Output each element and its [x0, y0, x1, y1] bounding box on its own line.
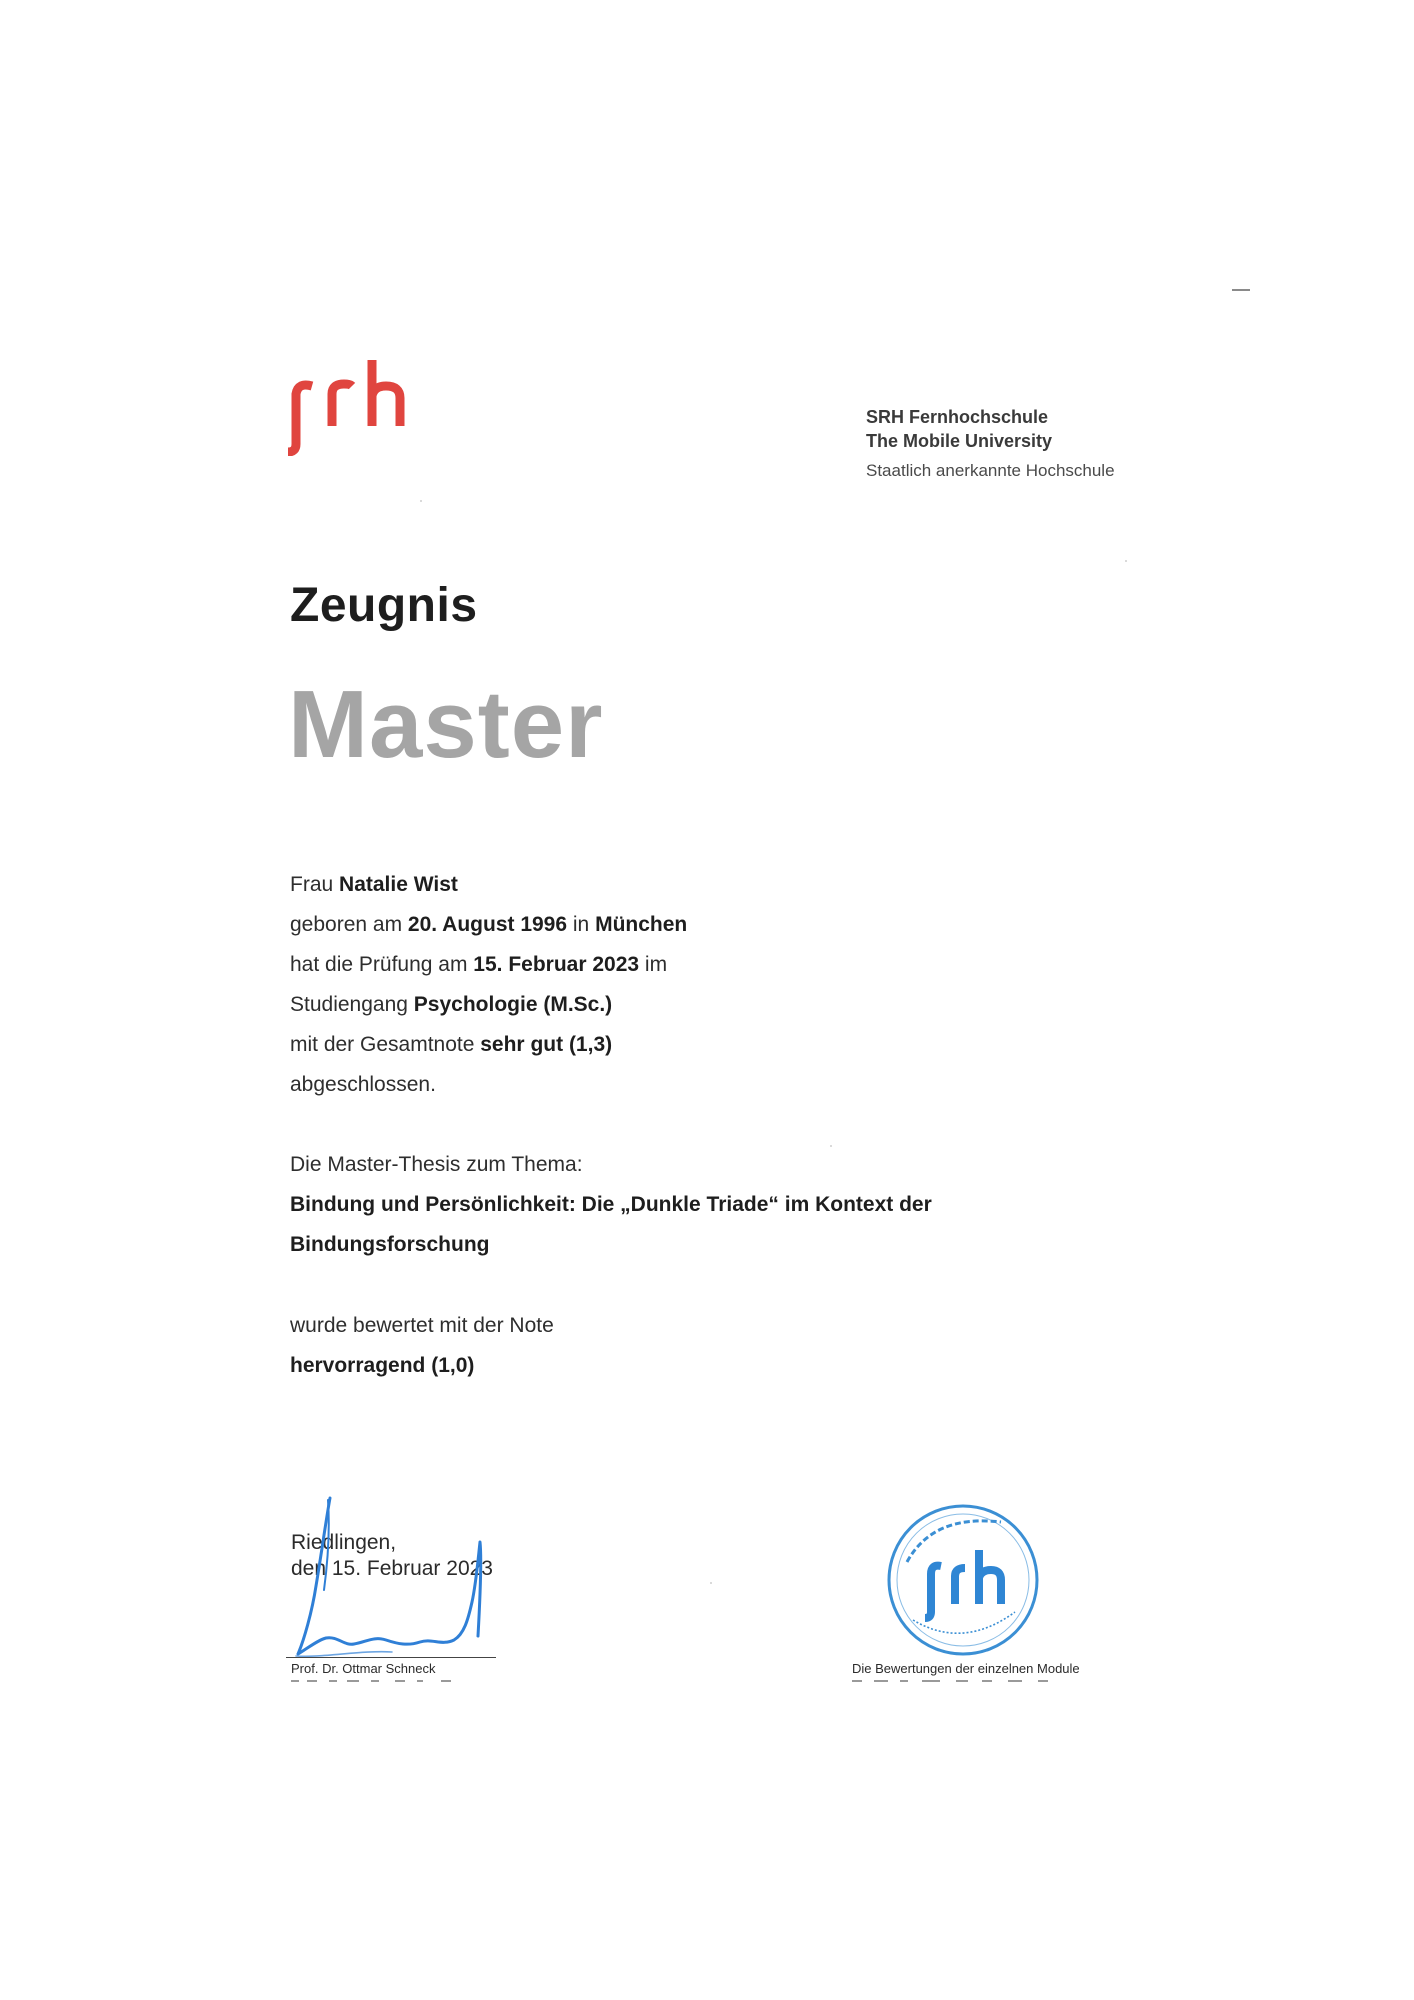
cut-off-text — [291, 1680, 491, 1683]
grade-word: sehr gut — [480, 1033, 564, 1056]
program-name: Psychologie (M.Sc.) — [413, 993, 613, 1016]
signature — [282, 1490, 532, 1670]
thesis-title-line2 — [290, 1225, 932, 1265]
scan-corner-mark — [1232, 289, 1250, 291]
salutation: Frau — [290, 873, 334, 896]
cut-off-text — [852, 1680, 1092, 1683]
thesis-title-text-1: Bindung und Persönlichkeit: Die „Dunkle Triade“ im Kontext der — [290, 1193, 932, 1216]
degree-level: Master — [288, 671, 604, 778]
srh-logo — [282, 360, 412, 456]
thesis-grade-word: hervorragend — [290, 1354, 426, 1377]
exam-prefix: hat die Prüfung am — [290, 953, 468, 976]
born-prefix: geboren am — [290, 913, 403, 936]
completed-line: abgeschlossen. — [290, 1073, 436, 1096]
thesis-grade-value: (1,0) — [431, 1354, 475, 1377]
thesis-grade-block — [290, 1306, 554, 1386]
thesis-title-line1 — [290, 1185, 932, 1225]
place: Riedlingen, — [291, 1531, 397, 1554]
scan-speck — [1125, 560, 1127, 562]
scan-speck — [420, 500, 422, 502]
institution-name: SRH Fernhochschule — [866, 407, 1049, 427]
signature-line — [286, 1657, 496, 1658]
birth-line — [290, 905, 687, 945]
institution-recognition: Staatlich anerkannte Hochschule — [866, 461, 1115, 480]
grade-line — [290, 1025, 687, 1065]
certificate-title: Zeugnis — [290, 579, 478, 632]
birth-place: München — [595, 913, 688, 936]
grade-value: (1,3) — [568, 1033, 613, 1056]
in-word: in — [572, 913, 590, 936]
student-name: Natalie Wist — [339, 873, 458, 896]
thesis-title-text-2: Bindungsforschung — [290, 1233, 490, 1256]
thesis-grade-line — [290, 1346, 554, 1386]
birth-date: 20. August 1996 — [407, 913, 568, 936]
official-stamp — [883, 1500, 1043, 1660]
program-line — [290, 985, 687, 1025]
student-exam-block — [290, 865, 687, 1105]
institution-block — [866, 405, 1115, 483]
scan-speck — [710, 1582, 712, 1584]
student-line — [290, 865, 687, 905]
program-prefix: Studiengang — [290, 993, 408, 1016]
exam-suffix: im — [644, 953, 668, 976]
exam-line — [290, 945, 687, 985]
exam-date: 15. Februar 2023 — [473, 953, 640, 976]
scan-speck — [830, 1145, 832, 1147]
date-line: den 15. Februar 2023 — [291, 1557, 493, 1580]
signer-name: Prof. Dr. Ottmar Schneck — [291, 1661, 436, 1676]
thesis-block — [290, 1145, 932, 1265]
thesis-intro: Die Master-Thesis zum Thema: — [290, 1153, 583, 1176]
module-note: Die Bewertungen der einzelnen Module — [852, 1661, 1080, 1676]
institution-tagline: The Mobile University — [866, 431, 1053, 451]
grade-prefix: mit der Gesamtnote — [290, 1033, 475, 1056]
thesis-evaluated: wurde bewertet mit der Note — [290, 1314, 554, 1337]
